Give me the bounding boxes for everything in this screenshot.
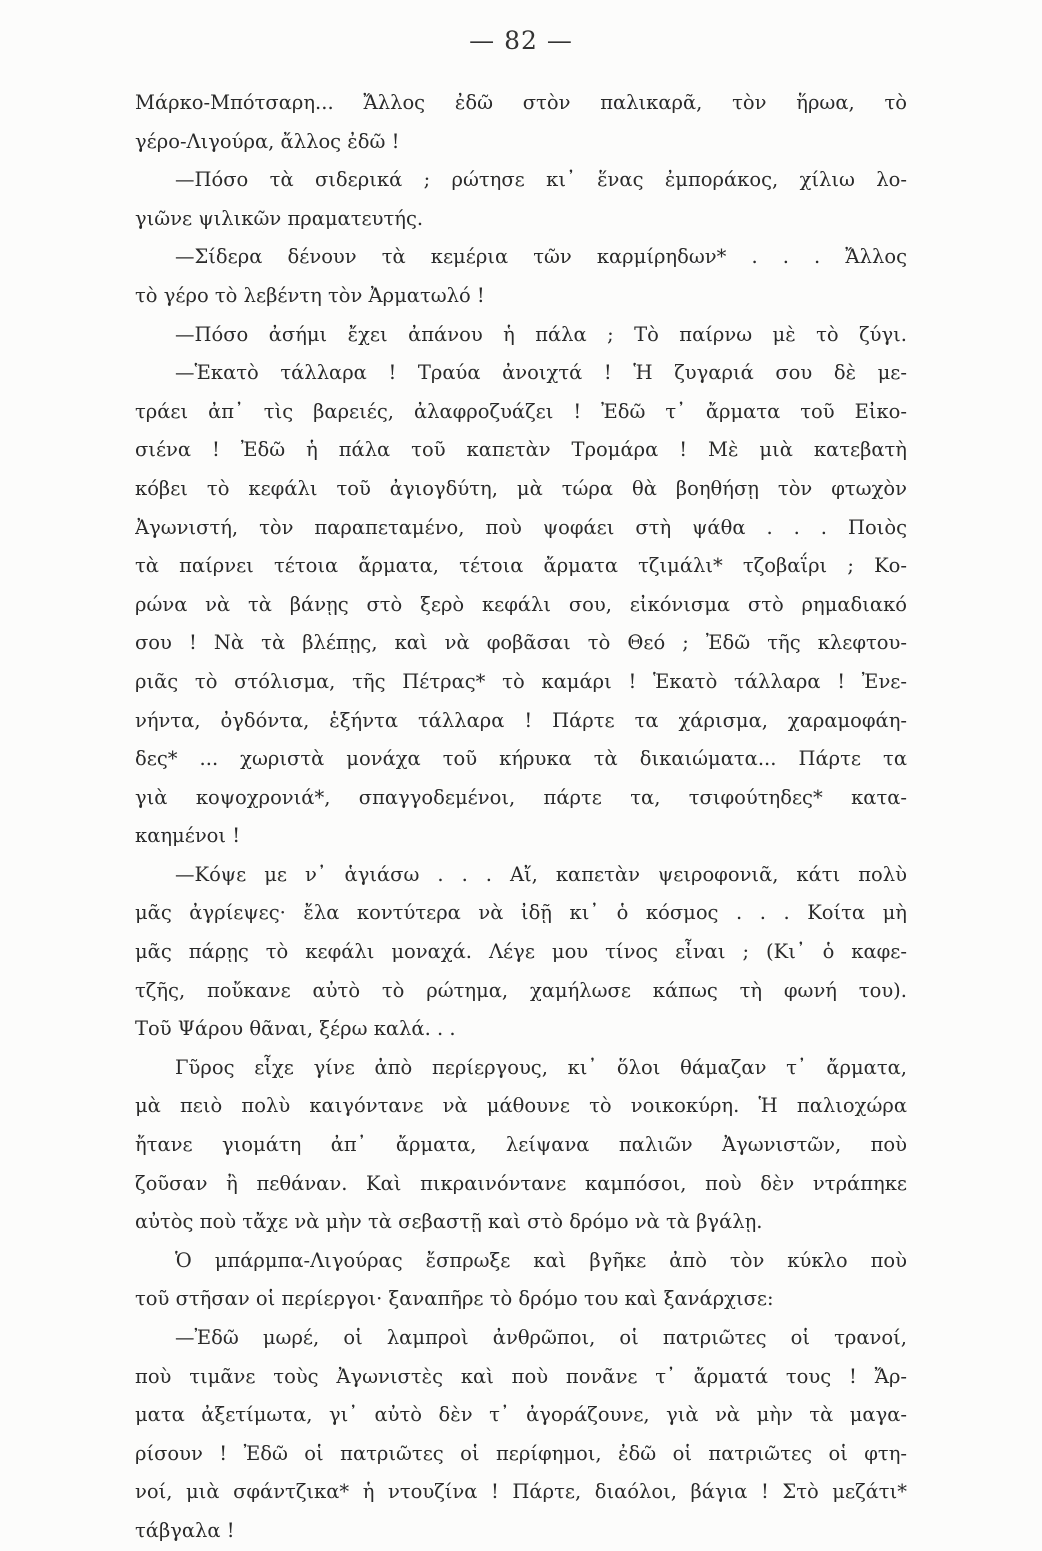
text-line: Γῦρος εἶχε γίνε ἀπὸ περίεργους, κι᾽ ὅλοι θάμαζαν τ᾽ ἄρματα, (175, 1055, 907, 1079)
text-line: τὰ παίρνει τέτοια ἄρματα, τέτοια ἄρματα τζιμάλι* τζοβαΐρι ; Κο- (135, 554, 907, 578)
text-line: νοί, μιὰ σφάντζικα* ἡ ντουζίνα ! Πάρτε, διαόλοι, βάγια ! Στὸ μεζάτι* (135, 1480, 907, 1504)
text-line: ζοῦσαν ἢ πεθάναν. Καὶ πικραινόντανε καμπόσοι, ποὺ δὲν ντράπηκε (135, 1171, 907, 1195)
text-line: μὰ πειὸ πολὺ καιγόντανε νὰ μάθουνε τὸ νοικοκύρη. Ἡ παλιοχώρα (135, 1094, 907, 1118)
text-line: τάβγαλα ! (135, 1518, 235, 1542)
text-line: γιῶνε ψιλικῶν πραματευτής. (135, 206, 424, 230)
text-line: ρίσουν ! Ἐδῶ οἱ πατριῶτες οἱ περίφημοι, ἐδῶ οἱ πατριῶτες οἱ φτη- (135, 1441, 907, 1465)
text-line: μᾶς ἀγρίεψες· ἔλα κοντύτερα νὰ ἰδῇ κι᾽ ὁ κόσμος . . . Κοίτα μὴ (135, 901, 907, 925)
text-line: Ἀγωνιστή, τὸν παραπεταμένο, ποὺ ψοφάει στὴ ψάθα . . . Ποιὸς (135, 515, 907, 539)
text-line: γιὰ κοψοχρονιά*, σπαγγοδεμένοι, πάρτε τα, τσιφούτηδες* κατα- (135, 785, 907, 809)
text-line: δες* ... χωριστὰ μονάχα τοῦ κήρυκα τὰ δικαιώματα... Πάρτε τα (135, 747, 907, 771)
text-line: Ὁ μπάρμπα-Λιγούρας ἔσπρωξε καὶ βγῆκε ἀπὸ τὸν κύκλο ποὺ (175, 1248, 907, 1272)
text-line: μᾶς πάρῃς τὸ κεφάλι μοναχά. Λέγε μου τίνος εἶναι ; (Κι᾽ ὁ καφε- (135, 940, 907, 964)
text-line: ματα ἀξετίμωτα, γι᾽ αὐτὸ δὲν τ᾽ ἀγοράζουνε, γιὰ νὰ μὴν τὰ μαγα- (135, 1403, 907, 1427)
text-line: —Σίδερα δένουν τὰ κεμέρια τῶν καρμίρηδων* . . . Ἄλλος (175, 245, 907, 269)
text-line: —Πόσο τὰ σιδερικά ; ρώτησε κι᾽ ἕνας ἐμποράκος, χίλιω λο- (175, 168, 907, 192)
text-line: σιένα ! Ἐδῶ ἡ πάλα τοῦ καπετὰν Τρομάρα ! Μὲ μιὰ κατεβατὴ (135, 438, 907, 462)
text-line: ριᾶς τὸ στόλισμα, τῆς Πέτρας* τὸ καμάρι ! Ἑκατὸ τάλλαρα ! Ἐνε- (135, 669, 907, 693)
text-line: τοῦ στῆσαν οἱ περίεργοι· ξαναπῆρε τὸ δρόμο του καὶ ξανάρχισε: (135, 1287, 774, 1311)
body-text (135, 84, 907, 1551)
text-line: καημένοι ! (135, 824, 241, 848)
text-line: κόβει τὸ κεφάλι τοῦ ἀγιογδύτη, μὰ τώρα θὰ βοηθήσῃ τὸν φτωχὸν (135, 476, 907, 500)
text-line: ἤτανε γιομάτη ἀπ᾽ ἄρματα, λείψανα παλιῶν Ἀγωνιστῶν, ποὺ (135, 1133, 907, 1157)
text-line: νήντα, ὀγδόντα, ἑξήντα τάλλαρα ! Πάρτε τα χάρισμα, χαραμοφάη- (135, 708, 907, 732)
text-line: γέρο-Λιγούρα, ἄλλος ἐδῶ ! (135, 129, 400, 153)
page-number: — 82 — (469, 26, 573, 55)
text-line: ποὺ τιμᾶνε τοὺς Ἀγωνιστὲς καὶ ποὺ πονᾶνε τ᾽ ἄρματά τους ! Ἄρ- (135, 1364, 907, 1388)
text-line: —Ἑκατὸ τάλλαρα ! Τραύα ἀνοιχτά ! Ἡ ζυγαριά σου δὲ με- (175, 361, 907, 385)
text-line: σου ! Νὰ τὰ βλέπῃς, καὶ νὰ φοβᾶσαι τὸ Θεό ; Ἐδῶ τῆς κλεφτου- (135, 631, 907, 655)
text-line: Τοῦ Ψάρου θᾶναι, ξέρω καλά. . . (135, 1017, 456, 1041)
text-line: αὐτὸς ποὺ τἄχε νὰ μὴν τὰ σεβαστῇ καὶ στὸ δρόμο νὰ τὰ βγάλῃ. (135, 1210, 763, 1234)
text-line: τράει ἀπ᾽ τὶς βαρειές, ἀλαφροζυάζει ! Ἐδῶ τ᾽ ἄρματα τοῦ Εἰκο- (135, 399, 907, 423)
text-line: τζῆς, ποὔκανε αὐτὸ τὸ ρώτημα, χαμήλωσε κάπως τὴ φωνή του). (135, 978, 907, 1002)
text-line: Μάρκο-Μπότσαρη... Ἄλλος ἐδῶ στὸν παλικαρᾶ, τὸν ἥρωα, τὸ (135, 91, 907, 114)
text-line: —Ἐδῶ μωρέ, οἱ λαμπροὶ ἀνθρῶποι, οἱ πατριῶτες οἱ τρανοί, (175, 1326, 907, 1349)
text-line: —Πόσο ἀσήμι ἔχει ἀπάνου ἡ πάλα ; Τὸ παίρνω μὲ τὸ ζύγι. (175, 322, 907, 346)
text-line: τὸ γέρο τὸ λεβέντη τὸν Ἀρματωλό ! (135, 283, 485, 307)
text-line: ρώνα νὰ τὰ βάνῃς στὸ ξερὸ κεφάλι σου, εἰκόνισμα στὸ ρημαδιακό (135, 592, 907, 616)
text-line: —Κόψε με ν᾽ ἁγιάσω . . . Αἴ, καπετὰν ψειροφονιᾶ, κάτι πολὺ (175, 862, 907, 886)
